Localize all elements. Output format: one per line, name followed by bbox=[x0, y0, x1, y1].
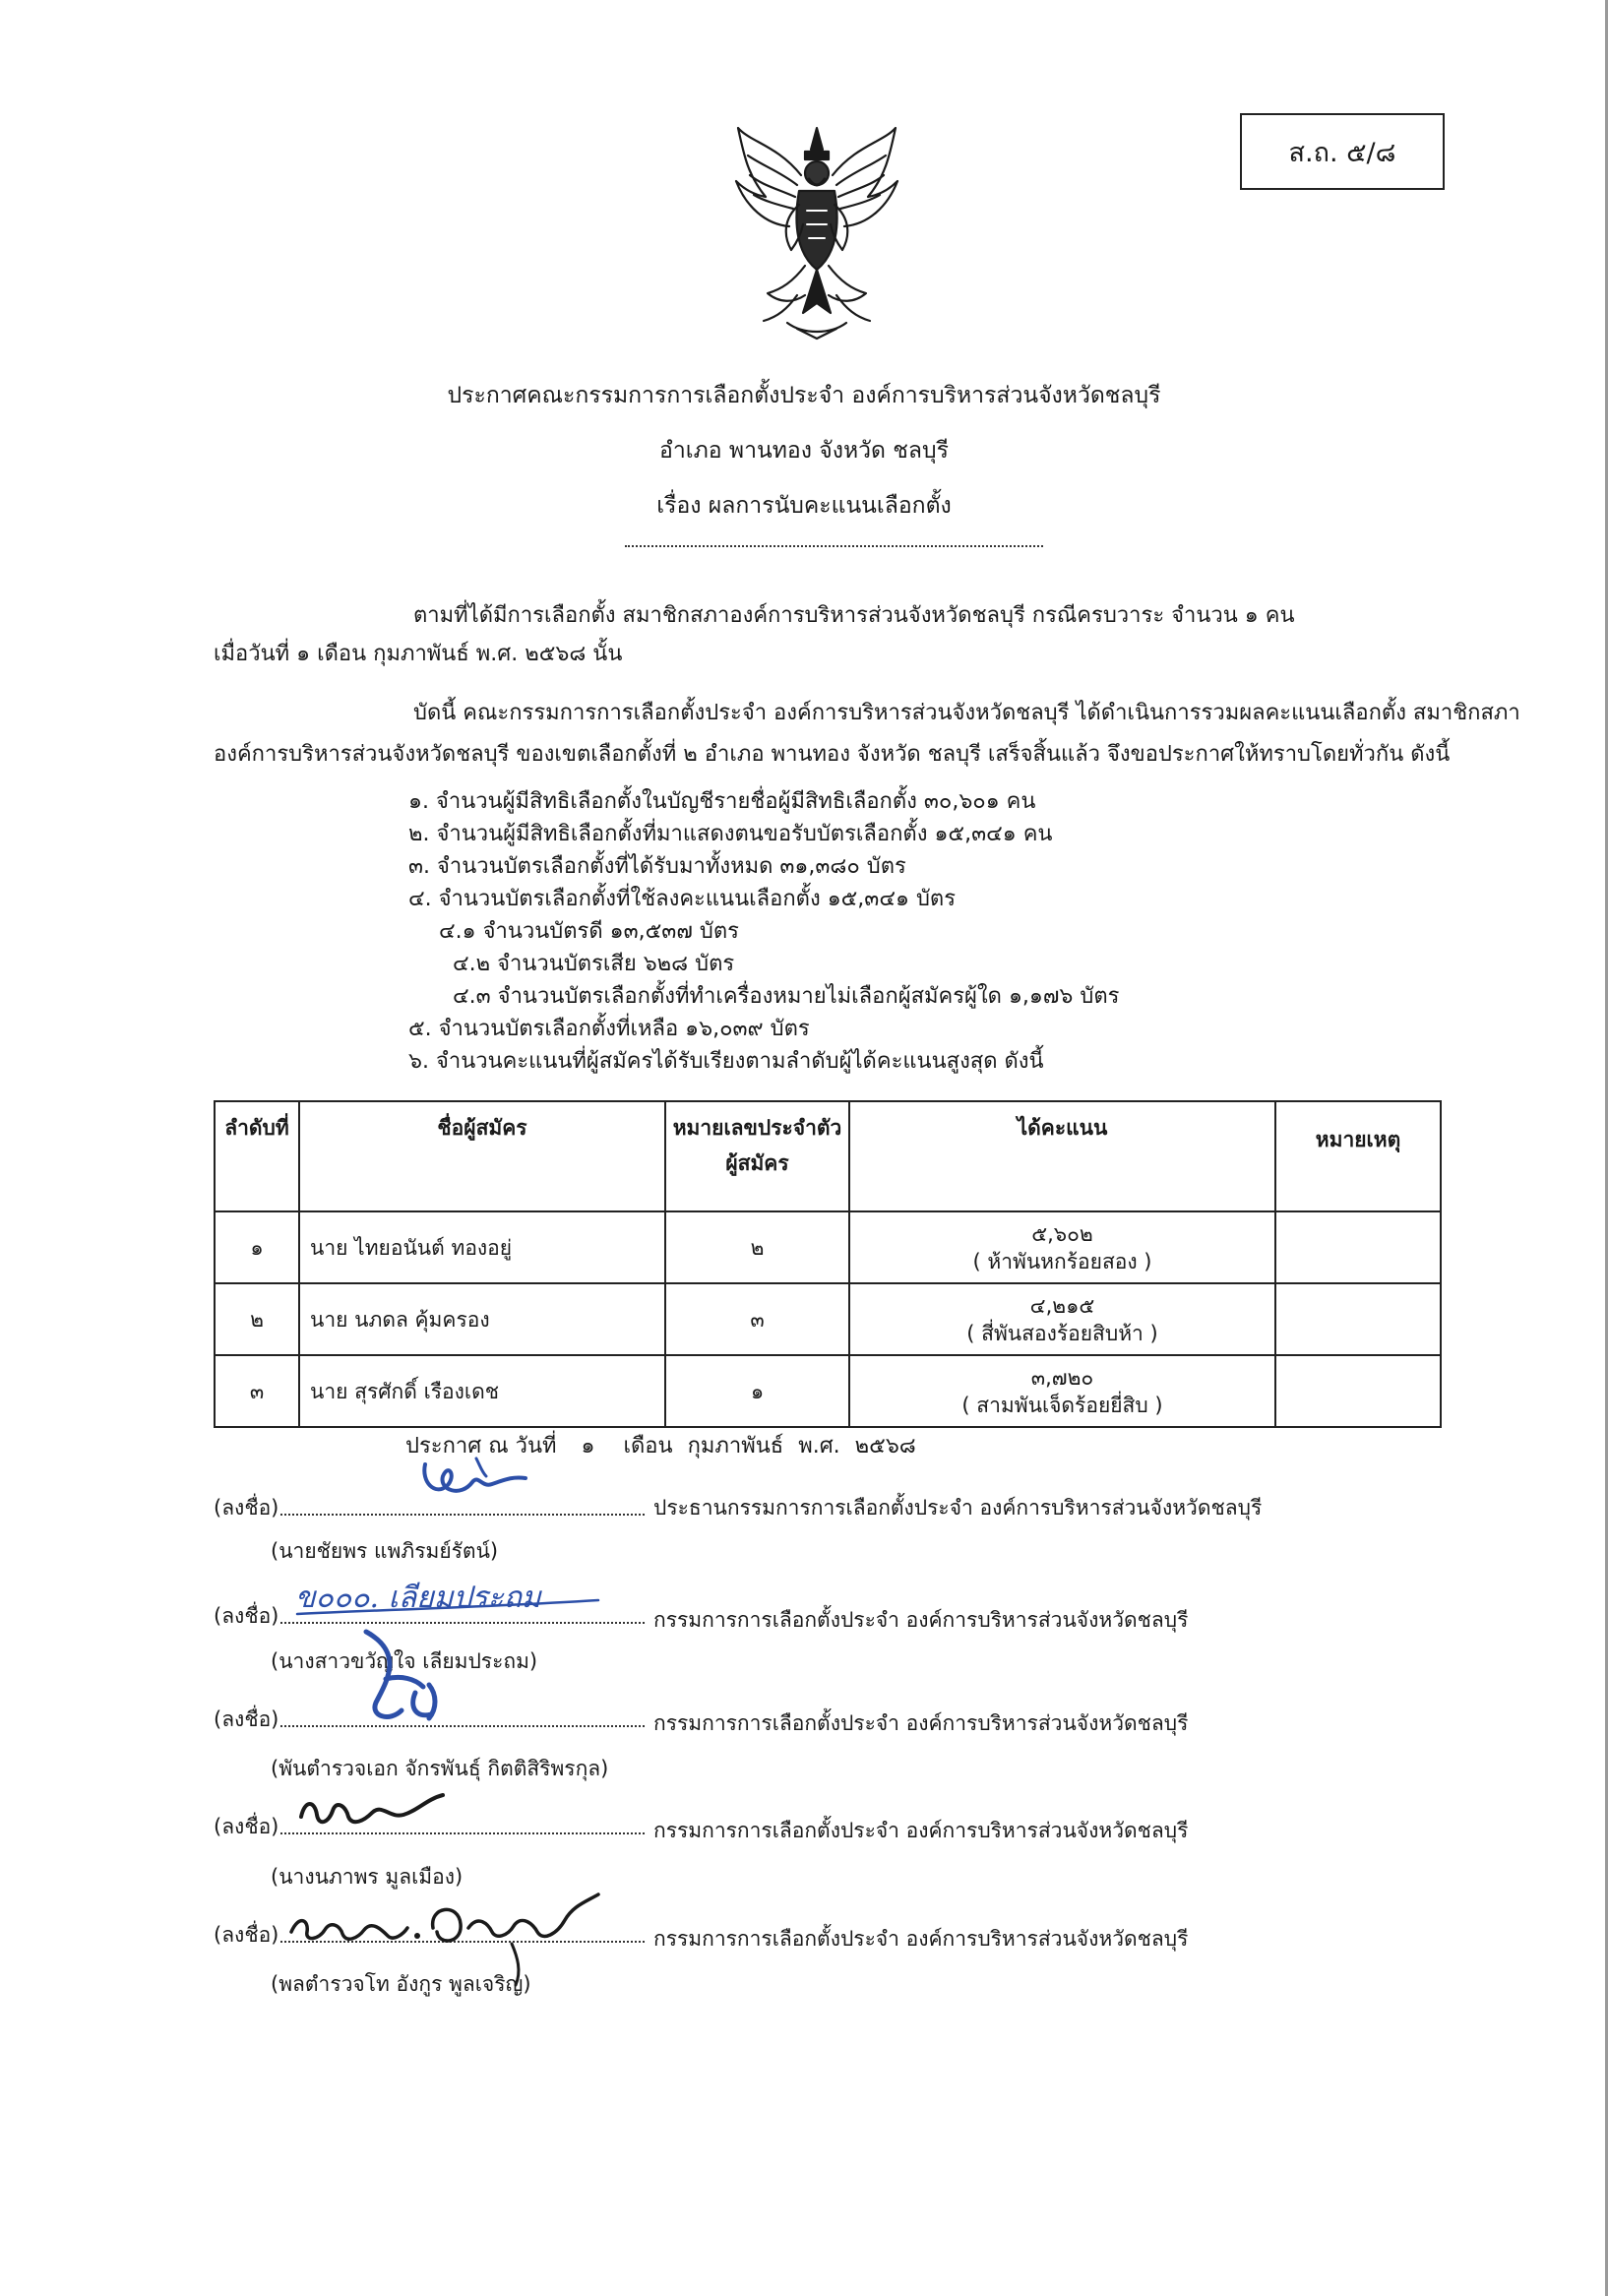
cell-candidate-number: ๒ bbox=[665, 1211, 849, 1283]
signatory-name: (นางสาวขวัญใจ เลียมประถม) bbox=[271, 1649, 538, 1673]
list-sub-item: ๔.๑ จำนวนบัตรดี ๑๓,๕๓๗ บัตร bbox=[439, 919, 739, 944]
signature-underline-scribble bbox=[293, 1571, 608, 1620]
header-rank: ลำดับที่ bbox=[215, 1101, 299, 1211]
cell-rank: ๑ bbox=[215, 1211, 299, 1283]
cell-score bbox=[849, 1283, 1275, 1355]
cell-candidate-name: นาย สุรศักดิ์ เรืองเดช bbox=[299, 1355, 665, 1427]
handwritten-signature bbox=[295, 1783, 463, 1842]
table-row bbox=[215, 1355, 1441, 1427]
heading-line-3: เรื่อง ผลการนับคะแนนเลือกตั้ง bbox=[656, 493, 952, 519]
paragraph-1-line-2: เมื่อวันที่ ๑ เดือน กุมภาพันธ์ พ.ศ. ๒๕๖๘ นั้น bbox=[214, 642, 623, 666]
list-sub-item: ๔.๒ จำนวนบัตรเสีย ๖๒๘ บัตร bbox=[453, 952, 735, 976]
paragraph-1-line-1: ตามที่ได้มีการเลือกตั้ง สมาชิกสภาองค์การบริหารส่วนจังหวัดชลบุรี กรณีครบวาระ จำนวน ๑ คน bbox=[413, 603, 1295, 628]
signature-title: กรรมการการเลือกตั้งประจำ องค์การบริหารส่วนจังหวัดชลบุรี bbox=[653, 1711, 1189, 1735]
header-remark: หมายเหตุ bbox=[1275, 1101, 1441, 1211]
handwritten-signature bbox=[417, 1455, 545, 1514]
heading-line-2: อำเภอ พานทอง จังหวัด ชลบุรี bbox=[659, 438, 949, 464]
signature-label: (ลงชื่อ) bbox=[214, 1604, 279, 1628]
score-in-words: ( ห้าพันหกร้อยสอง ) bbox=[972, 1249, 1152, 1273]
cell-rank: ๒ bbox=[215, 1283, 299, 1355]
list-item: ๓. จำนวนบัตรเลือกตั้งที่ได้รับมาทั้งหมด ๓๑,๓๘๐ บัตร bbox=[408, 854, 906, 879]
signature-label: (ลงชื่อ) bbox=[214, 1815, 279, 1838]
form-code-box bbox=[1240, 113, 1445, 190]
announce-prefix: ประกาศ ณ วันที่ bbox=[405, 1434, 557, 1458]
header-number-line-2: ผู้สมัคร bbox=[725, 1151, 789, 1175]
announce-month-label: เดือน bbox=[623, 1434, 673, 1458]
signature-label: (ลงชื่อ) bbox=[214, 1707, 279, 1731]
list-item: ๖. จำนวนคะแนนที่ผู้สมัครได้รับเรียงตามลำดับผู้ได้คะแนนสูงสุด ดังนี้ bbox=[408, 1049, 1044, 1074]
signatory-name: (นางนภาพร มูลเมือง) bbox=[271, 1865, 464, 1889]
header-number-line-1: หมายเลขประจำตัว bbox=[672, 1116, 842, 1140]
announce-year-label: พ.ศ. bbox=[798, 1434, 840, 1458]
signatory-name: (พลตำรวจโท อังกูร พูลเจริญ) bbox=[271, 1972, 531, 1996]
paragraph-2-line-2: องค์การบริหารส่วนจังหวัดชลบุรี ของเขตเลือกตั้งที่ ๒ อำเภอ พานทอง จังหวัด ชลบุรี เสร็จสิ้นแล้ว จึงขอประกาศให้ทราบโดยทั่วกัน ดังนี้ bbox=[214, 742, 1451, 767]
announce-month: กุมภาพันธ์ bbox=[687, 1434, 784, 1458]
cell-score bbox=[849, 1211, 1275, 1283]
score-in-words: ( สี่พันสองร้อยสิบห้า ) bbox=[966, 1321, 1158, 1345]
signature-title: ประธานกรรมการการเลือกตั้งประจำ องค์การบริหารส่วนจังหวัดชลบุรี bbox=[653, 1496, 1263, 1520]
table-header-row bbox=[215, 1101, 1441, 1211]
announce-day: ๑ bbox=[581, 1434, 595, 1458]
table-row bbox=[215, 1283, 1441, 1355]
form-code: ส.ถ. ๕/๘ bbox=[1288, 137, 1396, 168]
list-item: ๑. จำนวนผู้มีสิทธิเลือกตั้งในบัญชีรายชื่อผู้มีสิทธิเลือกตั้ง ๓๐,๖๐๑ คน bbox=[408, 789, 1036, 814]
signatory-name: (พันตำรวจเอก จักรพันธุ์ กิตติสิริพรกุล) bbox=[271, 1757, 609, 1780]
signature-title: กรรมการการเลือกตั้งประจำ องค์การบริหารส่วนจังหวัดชลบุรี bbox=[653, 1608, 1189, 1632]
heading-divider bbox=[625, 545, 1043, 547]
signature-title: กรรมการการเลือกตั้งประจำ องค์การบริหารส่วนจังหวัดชลบุรี bbox=[653, 1819, 1189, 1842]
signature-label: (ลงชื่อ) bbox=[214, 1923, 279, 1947]
table-row bbox=[215, 1211, 1441, 1283]
paragraph-2-line-1: บัดนี้ คณะกรรมการการเลือกตั้งประจำ องค์การบริหารส่วนจังหวัดชลบุรี ได้ดำเนินการรวมผลคะแนนเลือกตั้ง สมาชิกสภา bbox=[413, 701, 1520, 725]
score-in-words: ( สามพันเจ็ดร้อยยี่สิบ ) bbox=[961, 1393, 1163, 1417]
header-candidate-number bbox=[665, 1101, 849, 1211]
signature-line bbox=[280, 1514, 645, 1516]
signatory-name: (นายชัยพร แพภิรมย์รัตน์) bbox=[271, 1539, 499, 1563]
handwritten-signature bbox=[285, 1885, 640, 1993]
score-value: ๕,๖๐๒ bbox=[1031, 1221, 1093, 1246]
list-item: ๔. จำนวนบัตรเลือกตั้งที่ใช้ลงคะแนนเลือกตั้ง ๑๕,๓๔๑ บัตร bbox=[408, 887, 957, 911]
signature-label: (ลงชื่อ) bbox=[214, 1496, 279, 1520]
cell-candidate-name: นาย ไทยอนันต์ ทองอยู่ bbox=[299, 1211, 665, 1283]
cell-candidate-name: นาย นภดล คุ้มครอง bbox=[299, 1283, 665, 1355]
handwritten-signature-2: ข๐๐๐. เลียมประถม bbox=[295, 1581, 541, 1615]
list-item: ๒. จำนวนผู้มีสิทธิเลือกตั้งที่มาแสดงตนขอรับบัตรเลือกตั้ง ๑๕,๓๔๑ คน bbox=[408, 822, 1053, 846]
cell-remark bbox=[1275, 1355, 1441, 1427]
garuda-emblem bbox=[728, 116, 905, 341]
heading-line-1: ประกาศคณะกรรมการการเลือกตั้งประจำ องค์การบริหารส่วนจังหวัดชลบุรี bbox=[447, 383, 1161, 408]
score-value: ๓,๗๒๐ bbox=[1030, 1365, 1094, 1390]
signature-title: กรรมการการเลือกตั้งประจำ องค์การบริหารส่วนจังหวัดชลบุรี bbox=[653, 1927, 1189, 1951]
list-item: ๕. จำนวนบัตรเลือกตั้งที่เหลือ ๑๖,๐๓๙ บัตร bbox=[408, 1017, 810, 1041]
handwritten-signature bbox=[346, 1624, 464, 1732]
header-score: ได้คะแนน bbox=[849, 1101, 1275, 1211]
cell-rank: ๓ bbox=[215, 1355, 299, 1427]
cell-candidate-number: ๓ bbox=[665, 1283, 849, 1355]
cell-score bbox=[849, 1355, 1275, 1427]
cell-remark bbox=[1275, 1211, 1441, 1283]
list-sub-item: ๔.๓ จำนวนบัตรเลือกตั้งที่ทำเครื่องหมายไม่เลือกผู้สมัครผู้ใด ๑,๑๗๖ บัตร bbox=[453, 984, 1120, 1009]
cell-candidate-number: ๑ bbox=[665, 1355, 849, 1427]
score-value: ๔,๒๑๕ bbox=[1029, 1293, 1095, 1318]
results-table bbox=[214, 1100, 1442, 1428]
cell-remark bbox=[1275, 1283, 1441, 1355]
announce-year: ๒๕๖๘ bbox=[854, 1434, 916, 1458]
header-name: ชื่อผู้สมัคร bbox=[299, 1101, 665, 1211]
